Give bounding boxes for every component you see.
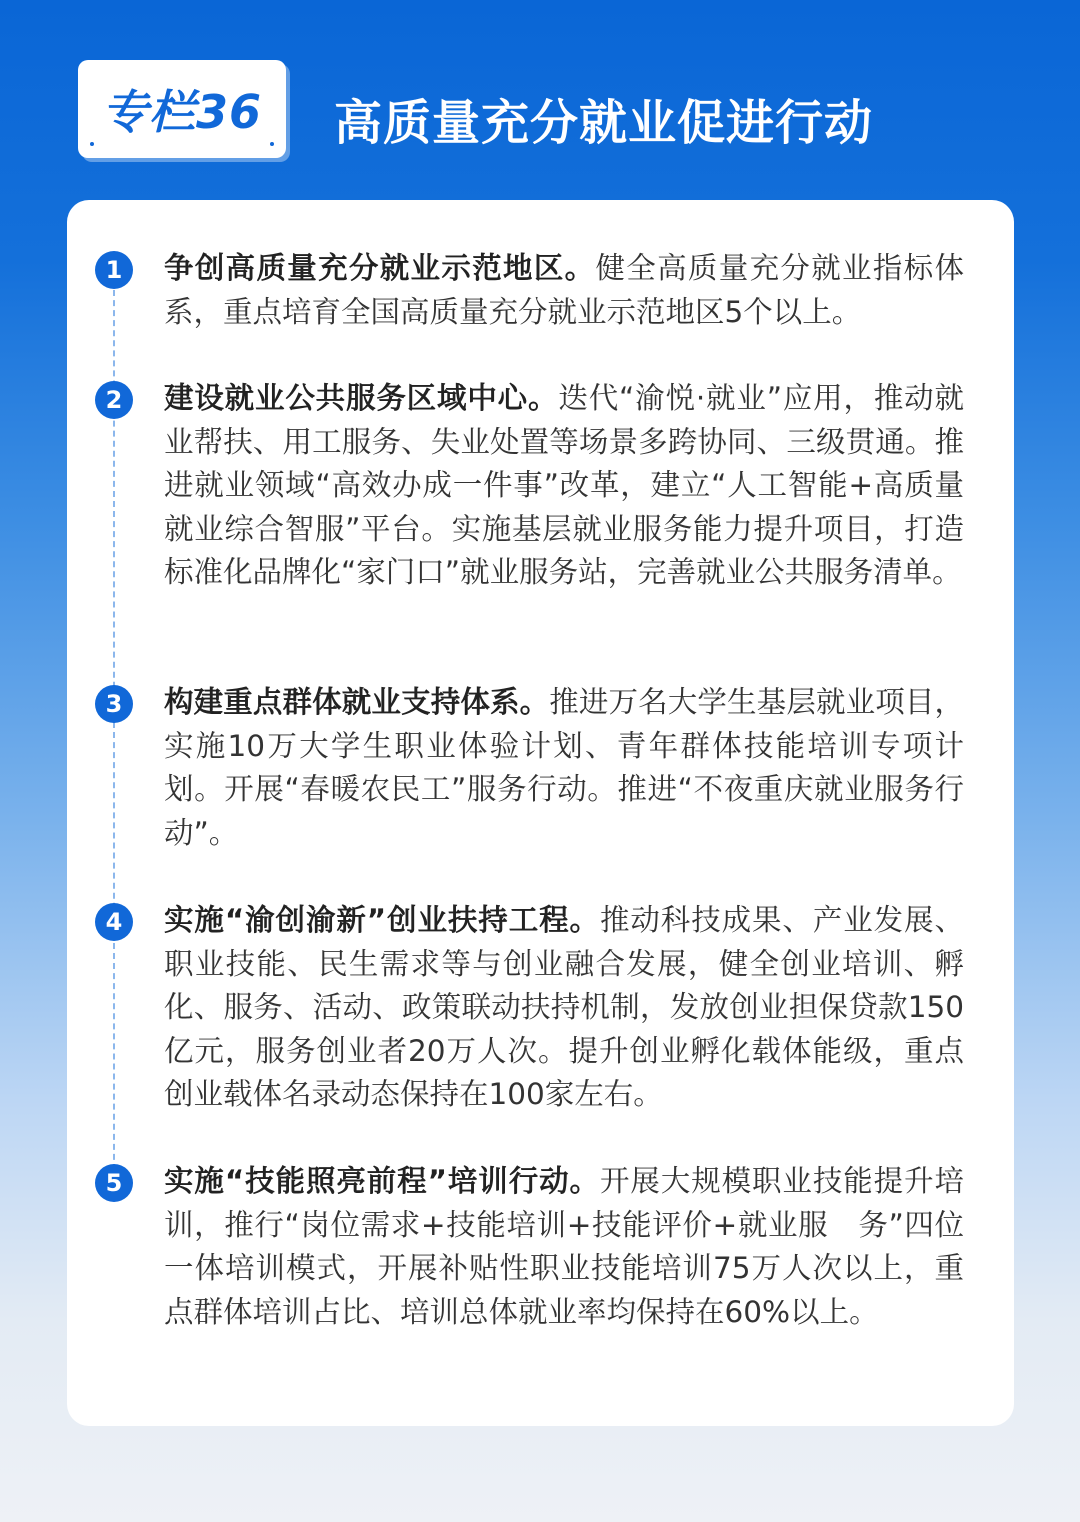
column-tag-label: 专栏36 — [101, 85, 262, 139]
item-text — [164, 899, 964, 1117]
column-tag — [78, 60, 286, 158]
item-number-badge: 4 — [95, 903, 133, 941]
item-body: 推动科技成果、产业发展、职业技能、民生需求等与创业融合发展，健全创业培训、孵化、服务、活动、政策联动扶持机制，发放创业担保贷款150亿元，服务创业者20万人次。提升创业孵化载体能级，重点创业载体名录动态保持在100家左右。 — [164, 903, 964, 1112]
item-text — [164, 681, 964, 855]
item-number-badge: 5 — [95, 1164, 133, 1202]
item-body: 健全高质量充分就业指标体系，重点培育全国高质量充分就业示范地区5个以上。 — [164, 251, 964, 329]
tag-dot-right — [270, 142, 274, 146]
item-text — [164, 377, 964, 595]
item-heading: 建设就业公共服务区域中心。 — [164, 381, 559, 415]
item-number-badge: 3 — [95, 685, 133, 723]
item-text — [164, 1160, 964, 1334]
item-number-badge: 1 — [95, 251, 133, 289]
item-heading: 实施“技能照亮前程”培训行动。 — [164, 1164, 600, 1198]
item-heading: 争创高质量充分就业示范地区。 — [164, 251, 596, 285]
item-body: 开展大规模职业技能提升培训，推行“岗位需求+技能培训+技能评价+就业服 务”四位一体培训模式，开展补贴性职业技能培训75万人次以上，重点群体培训占比、培训总体就业率均保持在60%以上。 — [164, 1164, 964, 1329]
item-number-badge: 2 — [95, 381, 133, 419]
item-heading: 实施“渝创渝新”创业扶持工程。 — [164, 903, 600, 937]
item-text — [164, 247, 964, 334]
page-title: 高质量充分就业促进行动 — [334, 95, 874, 151]
tag-dot-left — [90, 142, 94, 146]
item-heading: 构建重点群体就业支持体系。 — [164, 685, 550, 719]
item-body: 推进万名大学生基层就业项目，实施10万大学生职业体验计划、青年群体技能培训专项计划。开展“春暖农民工”服务行动。推进“不夜重庆就业服务行动”。 — [164, 685, 964, 850]
item-body: 迭代“渝悦·就业”应用，推动就业帮扶、用工服务、失业处置等场景多跨协同、三级贯通。推进就业领域“高效办成一件事”改革，建立“人工智能+高质量就业综合智服”平台。实施基层就业服务能力提升项目，打造标准化品牌化“家门口”就业服务站，完善就业公共服务清单。 — [164, 381, 964, 590]
